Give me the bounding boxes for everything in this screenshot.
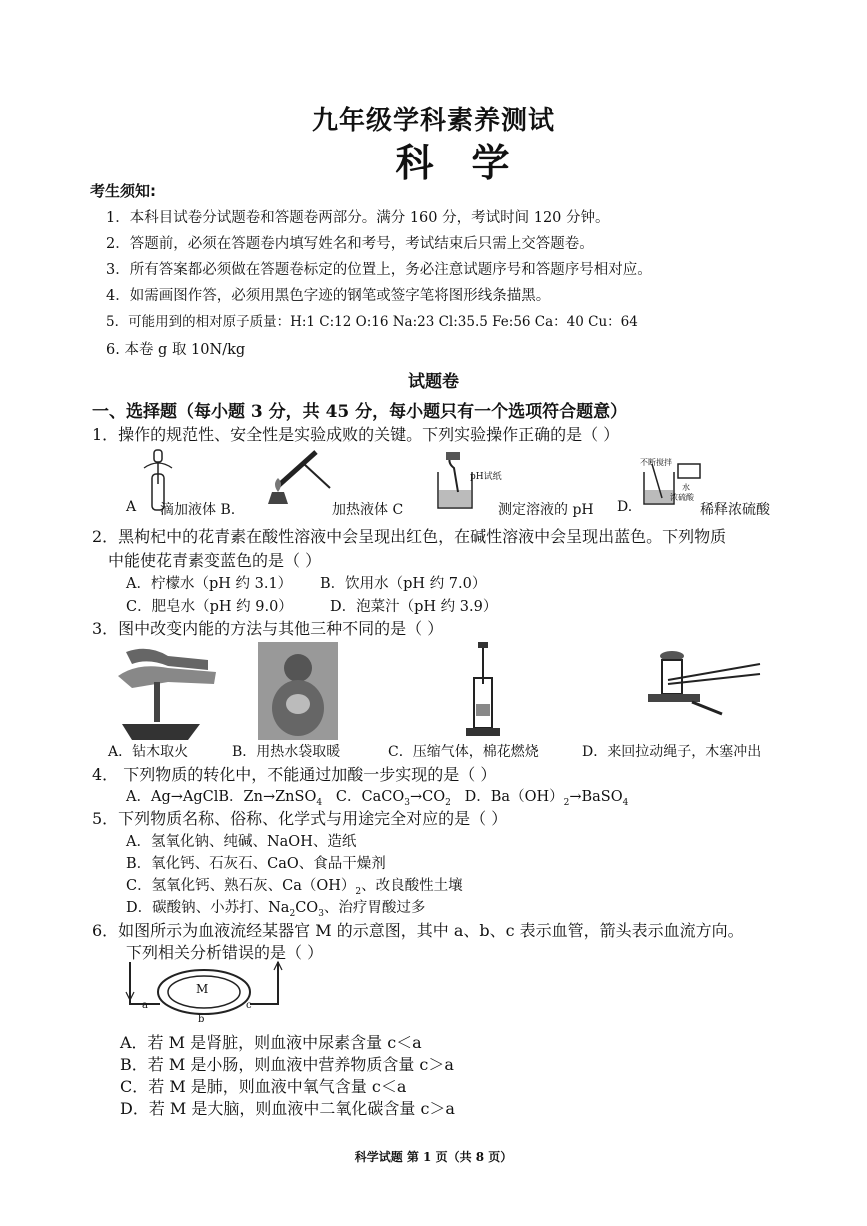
q5-option-c (126, 874, 463, 897)
subscript: 4 (622, 797, 629, 808)
notice-item: 2．答题前，必须在答题卷内填写姓名和考号，考试结束后只需上交答题卷。 (106, 236, 594, 252)
subscript: 2 (355, 886, 362, 897)
paper-label: 试题卷 (408, 372, 459, 392)
notice-item: 4．如需画图作答，必须用黑色字迹的钢笔或签字笔将图形线条描黑。 (106, 288, 551, 304)
question-6-stem: 6．如图所示为血液流经某器官 M 的示意图，其中 a、b、c 表示血管，箭头表示血流方向。 (92, 921, 744, 940)
q5-option-d-text: D．碳酸钠、小苏打、Na (126, 900, 290, 916)
question-6-stem-cont: 下列相关分析错误的是（ ） (126, 943, 324, 962)
section-heading: 一、选择题（每小题 3 分，共 45 分，每小题只有一个选项符合题意） (92, 402, 628, 422)
q2-option-a: A．柠檬水（pH 约 3.1） (126, 576, 293, 592)
rope-cork-figure (632, 648, 762, 718)
notice-item: 1．本科目试卷分试题卷和答题卷两部分。满分 160 分，考试时间 120 分钟。 (106, 210, 610, 226)
notice-heading: 考生须知: (90, 182, 156, 200)
q4-options (126, 785, 628, 808)
q3-option-a: A．钻木取火 (108, 744, 189, 760)
subscript: 3 (318, 908, 324, 919)
ph-paper-label: pH试纸 (470, 472, 502, 482)
subscript: 2 (289, 908, 296, 919)
question-3-stem: 3．图中改变内能的方法与其他三种不同的是（ ） (92, 619, 444, 638)
page-footer: 科学试题 第 1 页（共 8 页） (354, 1150, 513, 1164)
notice-item: 3．所有答案都必须做在答题卷标定的位置上，务必注意试题序号和答题序号相对应。 (106, 262, 652, 278)
subscript: 2 (445, 797, 451, 808)
q4-option-d: D．Ba（OH） (464, 789, 564, 805)
q5-option-b: B．氧化钙、石灰石、CaO、食品干燥剂 (126, 856, 386, 872)
q3-option-d: D．来回拉动绳子，木塞冲出 (582, 744, 762, 760)
q5-option-c-text: C．氢氧化钙、熟石灰、Ca（OH） (126, 878, 356, 894)
q3-option-c: C．压缩气体，棉花燃烧 (388, 744, 539, 760)
q6-option-a: A．若 M 是肾脏，则血液中尿素含量 c＜a (120, 1033, 422, 1052)
q1-option-a-letter: A (126, 499, 137, 515)
q1-option-a-text: 滴加液体 B. (160, 502, 236, 518)
heating-figure (258, 444, 334, 510)
vessel-a-label: a (142, 1000, 148, 1011)
question-2-stem: 2．黑枸杞中的花青素在酸性溶液中会呈现出红色，在碱性溶液中会呈现出蓝色。下列物质 (92, 527, 727, 546)
q4-option-c-rest: →CO (409, 789, 446, 805)
ph-test-figure (432, 452, 498, 512)
vessel-c-label: c (246, 1000, 252, 1011)
q4-option-b: B．Zn→ZnSO (218, 789, 317, 805)
question-1-stem: 1．操作的规范性、安全性是实验成败的关键。下列实验操作正确的是（ ） (92, 425, 620, 444)
q2-option-d: D．泡菜汁（pH 约 3.9） (330, 599, 498, 615)
q1-option-b-text: 加热液体 C (332, 502, 404, 518)
q2-option-c: C．肥皂水（pH 约 9.0） (126, 599, 293, 615)
q1-option-d-letter: D. (617, 499, 633, 515)
q4-option-d-rest: →BaSO (569, 789, 623, 805)
subject-title: 科学 (395, 140, 548, 185)
stir-label: 不断搅拌 (640, 458, 672, 467)
subscript: 3 (404, 797, 410, 808)
q1-option-c-text: 测定溶液的 pH (498, 502, 594, 518)
q2-option-b: B．饮用水（pH 约 7.0） (320, 576, 487, 592)
q4-option-a: A．Ag→AgCl (126, 789, 219, 805)
q1-option-d-text: 稀释浓硫酸 (700, 502, 770, 518)
question-5-stem: 5．下列物质名称、俗称、化学式与用途完全对应的是（ ） (92, 809, 508, 828)
q5-option-d-rest: 、治疗胃酸过多 (323, 900, 426, 916)
q4-option-c: C．CaCO (335, 789, 405, 805)
q6-option-d: D．若 M 是大脑，则血液中二氧化碳含量 c＞a (120, 1099, 455, 1118)
notice-item: 5．可能用到的相对原子质量：H:1 C:12 O:16 Na:23 Cl:35.5 Fe:56 Ca：40 Cu：64 (106, 314, 638, 330)
hot-water-bag-figure (258, 642, 338, 740)
notice-item: 6. 本卷 g 取 10N/kg (106, 342, 246, 358)
exam-title: 九年级学科素养测试 (311, 106, 555, 136)
q6-option-b: B．若 M 是小肠，则血液中营养物质含量 c＞a (120, 1055, 454, 1074)
subscript: 4 (316, 797, 323, 808)
acid-label: 浓硫酸 (670, 493, 694, 502)
q6-option-c: C．若 M 是肺，则血液中氧气含量 c＜a (120, 1077, 407, 1096)
question-4-stem: 4． 下列物质的转化中，不能通过加酸一步实现的是（ ） (92, 765, 497, 784)
vessel-b-label: b (198, 1014, 205, 1025)
subscript: 2 (563, 797, 570, 808)
q5-option-d-mid: CO (295, 900, 319, 916)
organ-m-label: M (196, 982, 209, 996)
q5-option-a: A．氢氧化钠、纯碱、NaOH、造纸 (126, 834, 357, 850)
drill-fire-figure (108, 642, 220, 742)
q3-option-b: B．用热水袋取暖 (232, 744, 341, 760)
water-label: 水 (682, 483, 690, 492)
q5-option-d (126, 896, 425, 919)
q5-option-c-rest: 、改良酸性土壤 (361, 878, 463, 894)
compression-figure (460, 642, 506, 738)
question-2-stem-cont: 中能使花青素变蓝色的是（ ） (108, 551, 322, 570)
